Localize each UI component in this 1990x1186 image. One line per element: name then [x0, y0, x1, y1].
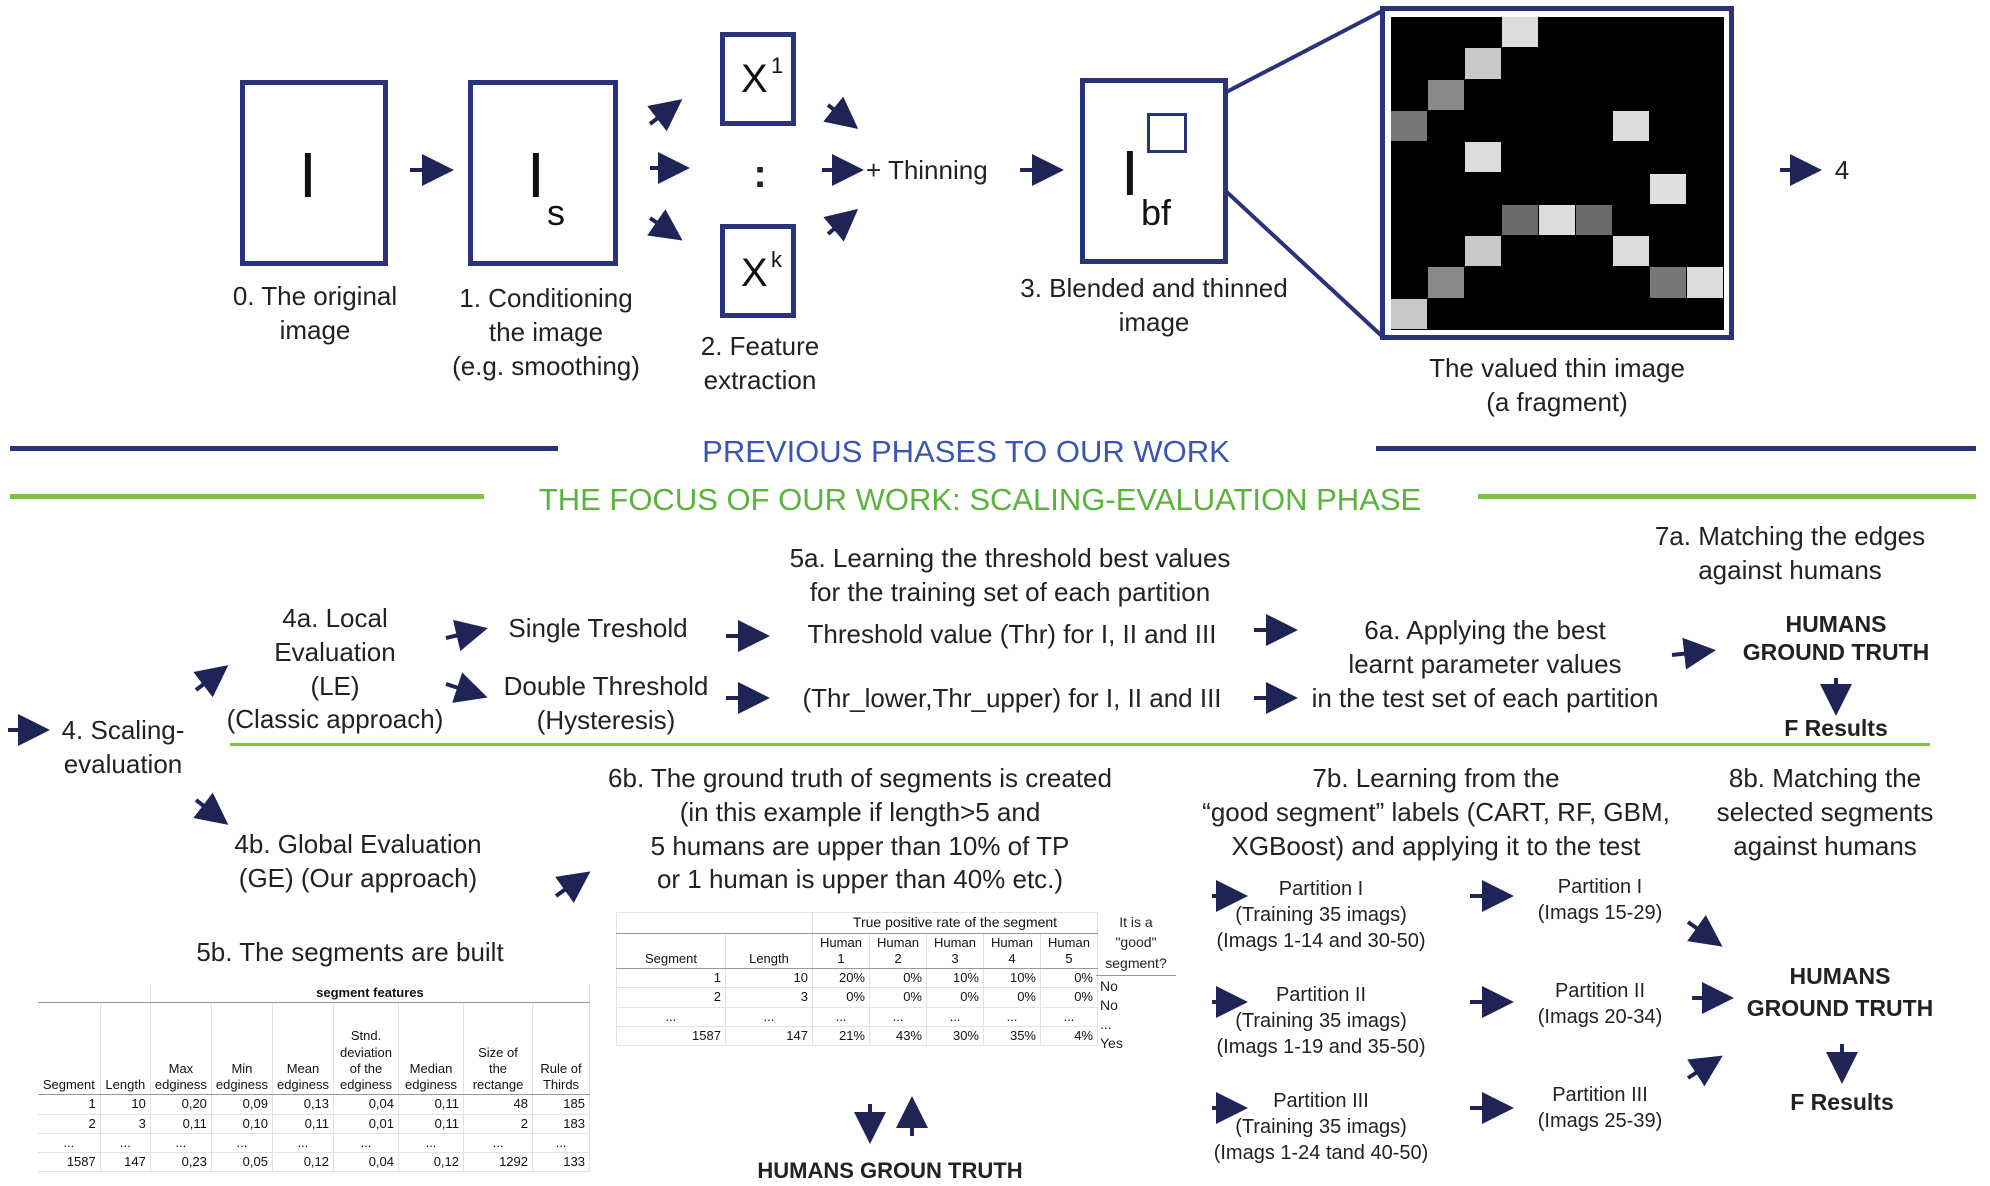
arrow-to-xk [650, 218, 676, 236]
label-line: "good" [1115, 934, 1157, 951]
label-line: Partition I [1557, 876, 1643, 898]
divider-focus-left [10, 494, 484, 499]
box-original-image [240, 80, 388, 266]
label-line: selected segments [1716, 796, 1934, 827]
zoom-selection-square [1147, 113, 1187, 153]
label-line: (Hysteresis) [536, 704, 676, 735]
label-line: the image [488, 316, 604, 347]
col-header: Rule of Thirds [533, 1003, 590, 1095]
table-cell: 3 [100, 1114, 150, 1133]
symbol-X: X [741, 251, 768, 295]
fragment-pixel [1391, 111, 1427, 141]
table-cell: ... [725, 1007, 812, 1026]
label-line: 6b. The ground truth of segments is created [608, 763, 1112, 793]
fragment-pixel [1539, 205, 1575, 235]
label-line: 0. The original [232, 281, 398, 311]
col-header: Human 5 [1041, 933, 1098, 969]
table-cell: ... [399, 1133, 464, 1152]
true-positive-body [617, 969, 1098, 1046]
table-cell: 0,11 [399, 1095, 464, 1114]
label-line: 3. Blended and thinned [1020, 273, 1288, 303]
label-line: for the training set of each partition [809, 576, 1211, 607]
fragment-pixel [1428, 80, 1464, 110]
table-cell: ... [464, 1133, 533, 1152]
heading-learning-7b [1186, 762, 1686, 863]
table-cell: 0,01 [334, 1114, 399, 1133]
table-spacer [38, 984, 150, 1003]
fragment-pixel [1465, 236, 1501, 266]
arrow-test3-to-humans [1688, 1060, 1716, 1078]
col-header: Size of the rectange [464, 1003, 533, 1095]
partition-test-3 [1510, 1082, 1690, 1134]
f-results-7a: F Results [1784, 715, 1888, 741]
fragment-pixel [1428, 267, 1464, 297]
label-line: 1. Conditioning [459, 283, 633, 313]
table-cell: ... [334, 1133, 399, 1152]
table-cell: 3 [725, 988, 812, 1007]
table-cell: ... [984, 1007, 1041, 1026]
good-segment-value: Yes [1100, 1034, 1123, 1051]
label-line: 7b. Learning from the [1312, 763, 1560, 793]
table-cell: 147 [725, 1026, 812, 1045]
fragment-pixel [1613, 111, 1649, 141]
label-line: (Training 35 imags) [1235, 1010, 1407, 1032]
label-original-image [210, 280, 420, 348]
node-double-threshold [488, 670, 724, 738]
table-row [617, 969, 1098, 988]
table-cell: ... [211, 1133, 272, 1152]
label-line: (Imags 1-24 tand 40-50) [1213, 1142, 1429, 1164]
label-line: Partition II [1554, 980, 1646, 1002]
table-cell: 48 [464, 1095, 533, 1114]
col-header: Length [725, 933, 812, 969]
label-line: (GE) (Our approach) [238, 862, 478, 893]
partition-train-3 [1196, 1088, 1446, 1166]
label-line: 4. Scaling- [61, 715, 185, 745]
heading-matching-7a [1640, 520, 1940, 588]
col-header: Median edginess [399, 1003, 464, 1095]
humans-groun-truth-label: HUMANS GROUN TRUTH [757, 1158, 1023, 1183]
col-header: Segment [617, 933, 726, 969]
label-line: (Imags 20-34) [1537, 1006, 1663, 1028]
col-header: Human 4 [984, 933, 1041, 969]
label-line: 5a. Learning the threshold best values [789, 543, 1231, 573]
good-segment-header [1096, 912, 1176, 976]
table-cell: 0% [870, 969, 927, 988]
table-cell: 20% [813, 969, 870, 988]
label-line: 7a. Matching the edges [1654, 521, 1926, 551]
divider-previous-right [1376, 446, 1976, 451]
label-line: image [1118, 306, 1190, 337]
arrow-test1-to-humans [1688, 922, 1716, 942]
table-cell: 0,05 [211, 1153, 272, 1172]
table-cell: 21% [813, 1026, 870, 1045]
label-line: (Imags 15-29) [1537, 902, 1663, 924]
table-cell: 10 [725, 969, 812, 988]
label-feature-extraction [670, 330, 850, 398]
humans-ground-truth-7a [1716, 610, 1956, 666]
fragment-frame [1380, 6, 1734, 340]
table-cell: ... [1041, 1007, 1098, 1026]
table-cell: 0,09 [211, 1095, 272, 1114]
table-cell: ... [927, 1007, 984, 1026]
partition-test-1 [1510, 874, 1690, 926]
fragment-pixel [1613, 236, 1649, 266]
label-line: HUMANS [1785, 611, 1887, 637]
label-line: 6a. Applying the best [1364, 615, 1606, 645]
label-blended-thinned [1004, 272, 1304, 340]
label-line: against humans [1698, 554, 1882, 585]
label-line: Partition III [1273, 1090, 1369, 1112]
arrow-target-4: 4 [1834, 155, 1850, 185]
node-scaling-evaluation [46, 714, 200, 782]
label-line: HUMANS [1789, 963, 1891, 989]
table-cell: 0% [984, 988, 1041, 1007]
symbol-X: X [741, 57, 768, 101]
label-line: (LE) [310, 670, 360, 701]
node-global-evaluation [218, 828, 498, 896]
table-cell: 4% [1041, 1026, 1098, 1045]
label-line: Partition II [1275, 984, 1367, 1006]
arrow-to-global [196, 800, 222, 820]
table-row [38, 1153, 590, 1172]
table-cell: ... [870, 1007, 927, 1026]
label-line: (e.g. smoothing) [452, 350, 640, 381]
table-spacer [617, 913, 813, 934]
label-line: Partition III [1552, 1084, 1648, 1106]
label-line: Double Threshold [503, 671, 709, 701]
table-cell: 2 [617, 988, 726, 1007]
label-line: (Imags 25-39) [1537, 1110, 1663, 1132]
divider-le-ge [230, 743, 1930, 746]
label-line: (Imags 1-14 and 30-50) [1216, 930, 1426, 952]
feature-dots: : [753, 152, 767, 196]
partition-train-2 [1196, 982, 1446, 1060]
heading-learning-5a [770, 542, 1250, 610]
heading-segments-built: 5b. The segments are built [196, 937, 504, 967]
label-line: (Training 35 imags) [1235, 1116, 1407, 1138]
table-cell: 43% [870, 1026, 927, 1045]
good-segment-value: No [1100, 996, 1118, 1013]
col-header: Stnd. deviation of the edginess [334, 1003, 399, 1095]
fragment-pixel-grid [1387, 13, 1728, 334]
fragment-pixel [1391, 299, 1427, 329]
label-conditioning [430, 282, 662, 383]
label-fragment [1404, 352, 1710, 420]
table-cell: ... [150, 1133, 211, 1152]
node-local-evaluation [210, 602, 460, 737]
table-cell: 1 [617, 969, 726, 988]
table-cell: 0,23 [150, 1153, 211, 1172]
table-cell: 0,11 [272, 1114, 333, 1133]
symbol-I: I [1121, 137, 1139, 209]
table-cell: 30% [927, 1026, 984, 1045]
arrow-from-xk [828, 214, 852, 234]
fragment-pixel [1650, 267, 1686, 297]
label-line: against humans [1733, 830, 1917, 861]
label-line: extraction [703, 364, 817, 395]
good-segment-value: ... [1100, 1015, 1112, 1032]
fragment-pixel [1465, 142, 1501, 172]
label-line: GROUND TRUTH [1742, 639, 1930, 666]
table-cell: 1292 [464, 1153, 533, 1172]
symbol-superscript-k: k [771, 247, 782, 272]
symbol-subscript-bf: bf [1141, 192, 1172, 233]
segment-features-body [38, 1095, 590, 1172]
node-applying-6a [1300, 614, 1670, 715]
table-cell: 35% [984, 1026, 1041, 1045]
symbol-superscript-1: 1 [771, 53, 784, 78]
box-conditioned-image [468, 80, 618, 266]
table-row [38, 1133, 590, 1152]
heading-ground-truth-6b [600, 762, 1120, 897]
col-header: Mean edginess [272, 1003, 333, 1095]
table-cell: ... [617, 1007, 726, 1026]
node-threshold-value: Threshold value (Thr) for I, II and III [807, 619, 1217, 649]
col-header: Max edginess [150, 1003, 211, 1095]
table-cell: 133 [533, 1153, 590, 1172]
col-header: Segment [38, 1003, 100, 1095]
table-cell: 1587 [38, 1153, 100, 1172]
table-cell: 0,12 [399, 1153, 464, 1172]
label-line: image [279, 314, 351, 345]
table-cell: 0,12 [272, 1153, 333, 1172]
label-line: “good segment” labels (CART, RF, GBM, [1202, 796, 1670, 827]
label-line: or 1 human is upper than 40% etc.) [656, 864, 1064, 895]
arrow-to-x1 [650, 104, 676, 124]
table-cell: 0,13 [272, 1095, 333, 1114]
table-cell: 147 [100, 1153, 150, 1172]
symbol-I: I [299, 139, 317, 211]
table-cell: 0% [813, 988, 870, 1007]
table-cell: 1587 [617, 1026, 726, 1045]
node-threshold-lower-upper: (Thr_lower,Thr_upper) for I, II and III [802, 683, 1222, 713]
arrow-from-x1 [828, 105, 852, 124]
segment-features-caption: segment features [150, 984, 589, 1003]
box-feature-x1 [720, 32, 796, 126]
divider-previous-left [10, 446, 558, 451]
label-line: The valued thin image [1429, 353, 1685, 383]
label-line: (Classic approach) [226, 704, 444, 735]
table-cell: 0% [870, 988, 927, 1007]
arrow-apply-to-humans [1672, 651, 1708, 655]
label-line: 5 humans are upper than 10% of TP [650, 830, 1070, 861]
label-line: (in this example if length>5 and [679, 796, 1041, 827]
label-line: segment? [1105, 954, 1167, 971]
table-cell: ... [533, 1133, 590, 1152]
fragment-pixel [1502, 17, 1538, 47]
partition-train-1 [1196, 876, 1446, 954]
thinning-label: + Thinning [866, 155, 988, 185]
fragment-pixel [1576, 205, 1612, 235]
label-line: Partition I [1278, 878, 1364, 900]
table-row [617, 988, 1098, 1007]
col-header: Human 1 [813, 933, 870, 969]
table-header-row [38, 1003, 590, 1095]
col-header: Human 2 [870, 933, 927, 969]
f-results-8b: F Results [1790, 1089, 1894, 1115]
table-row [617, 1026, 1098, 1045]
label-line: (Imags 1-19 and 35-50) [1216, 1036, 1426, 1058]
label-line: (Training 35 imags) [1235, 904, 1407, 926]
table-cell: 10% [927, 969, 984, 988]
true-positive-table [616, 912, 1098, 1046]
table-cell: 0% [1041, 988, 1098, 1007]
table-cell: 183 [533, 1114, 590, 1133]
table-cell: ... [100, 1133, 150, 1152]
arrow-global-to-gt [556, 876, 584, 896]
symbol-I: I [527, 139, 545, 211]
table-cell: 0% [927, 988, 984, 1007]
table-cell: 0,20 [150, 1095, 211, 1114]
good-segment-values [1096, 976, 1176, 1052]
heading-previous-phases: PREVIOUS PHASES TO OUR WORK [702, 434, 1230, 469]
table-header-row [617, 933, 1098, 969]
table-cell: ... [38, 1133, 100, 1152]
table-cell: 0,04 [334, 1095, 399, 1114]
table-row [38, 1095, 590, 1114]
symbol-subscript-s: s [547, 192, 565, 233]
table-cell: 0% [1041, 969, 1098, 988]
label-line: evaluation [63, 748, 183, 779]
table-cell: 0,10 [211, 1114, 272, 1133]
table-cell: ... [272, 1133, 333, 1152]
table-cell: 185 [533, 1095, 590, 1114]
good-segment-value: No [1100, 977, 1118, 994]
label-line: in the test set of each partition [1311, 682, 1659, 713]
segment-features-table [38, 984, 590, 1172]
table-cell: 0,04 [334, 1153, 399, 1172]
table-cell: 0,11 [399, 1114, 464, 1133]
table-cell: ... [813, 1007, 870, 1026]
col-header: Human 3 [927, 933, 984, 969]
label-line: 2. Feature [700, 331, 820, 361]
col-header: Length [100, 1003, 150, 1095]
label-line: GROUND TRUTH [1746, 995, 1934, 1022]
label-line: 4b. Global Evaluation [234, 829, 482, 859]
label-line: XGBoost) and applying it to the test [1231, 830, 1641, 861]
table-cell: 0,11 [150, 1114, 211, 1133]
good-segment-column [1096, 912, 1176, 1080]
col-header: Min edginess [211, 1003, 272, 1095]
table-cell: 2 [38, 1114, 100, 1133]
fragment-pixel [1650, 174, 1686, 204]
table-row [617, 1007, 1098, 1026]
table-cell: 2 [464, 1114, 533, 1133]
table-row [38, 1114, 590, 1133]
true-positive-caption: True positive rate of the segment [813, 913, 1098, 934]
label-line: learnt parameter values [1348, 648, 1622, 679]
table-cell: 10% [984, 969, 1041, 988]
humans-ground-truth-8b [1720, 960, 1960, 1024]
fragment-pixel [1687, 267, 1723, 297]
heading-focus-phase: THE FOCUS OF OUR WORK: SCALING-EVALUATION PHASE [538, 482, 1422, 517]
fragment-pixel [1502, 205, 1538, 235]
label-line: It is a [1119, 914, 1153, 930]
label-line: (a fragment) [1486, 386, 1628, 417]
box-blended-image [1080, 78, 1228, 264]
partition-test-2 [1510, 978, 1690, 1030]
box-feature-xk [720, 224, 796, 318]
fragment-pixel [1465, 48, 1501, 78]
label-line: 4a. Local [282, 603, 388, 633]
label-line: 8b. Matching the [1728, 763, 1922, 793]
node-single-threshold: Single Treshold [508, 613, 688, 643]
label-line: Evaluation [274, 636, 396, 667]
divider-focus-right [1478, 494, 1976, 499]
table-cell: 10 [100, 1095, 150, 1114]
table-cell: 1 [38, 1095, 100, 1114]
heading-matching-8b [1690, 762, 1960, 863]
